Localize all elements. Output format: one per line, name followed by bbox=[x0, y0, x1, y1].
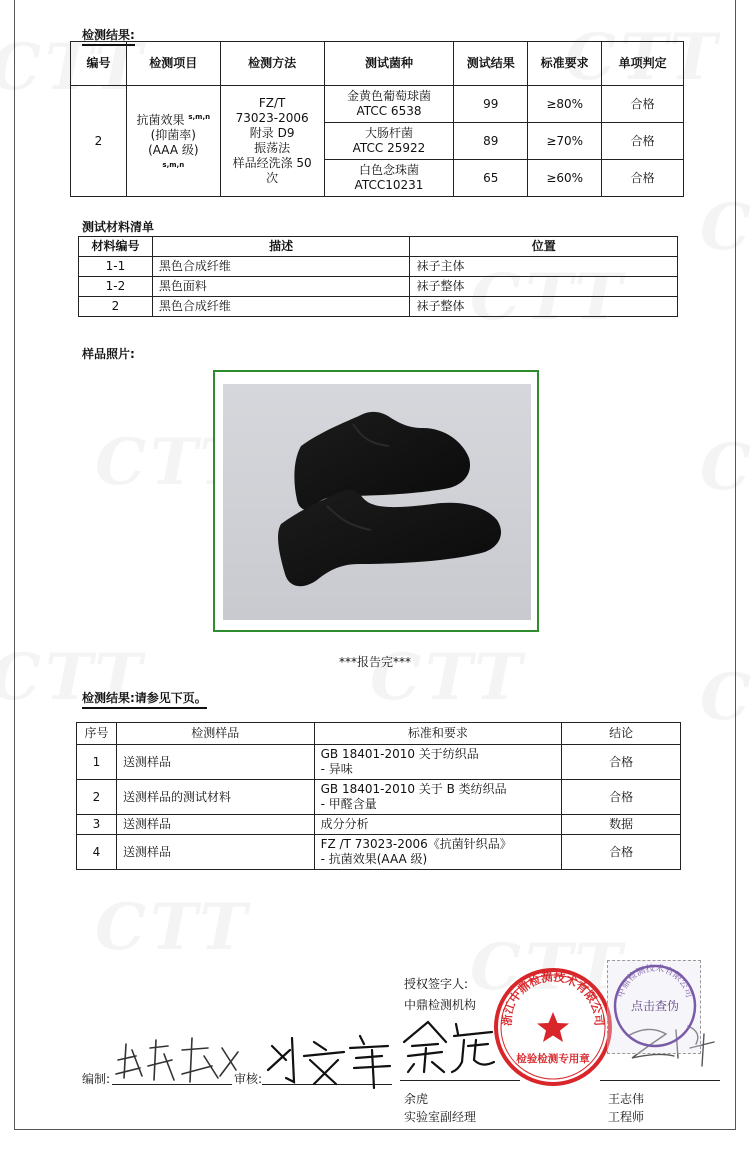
material-position: 袜子主体 bbox=[410, 257, 678, 277]
section-title-materials: 测试材料清单 bbox=[82, 220, 155, 234]
column-header: 序号 bbox=[77, 723, 117, 745]
column-header: 标准和要求 bbox=[314, 723, 562, 745]
column-header: 测试结果 bbox=[454, 42, 528, 86]
column-header: 材料编号 bbox=[79, 237, 153, 257]
requirement-value: ≥80% bbox=[528, 86, 602, 123]
column-header: 检测方法 bbox=[220, 42, 324, 86]
table-row bbox=[79, 277, 678, 297]
material-description: 黑色合成纤维 bbox=[152, 297, 410, 317]
requirement-text: - 抗菌效果(AAA 级) bbox=[320, 852, 428, 866]
organization-name: 中鼎检测机构 bbox=[404, 998, 477, 1012]
signer1-title: 实验室副经理 bbox=[404, 1110, 477, 1124]
material-id: 1-1 bbox=[79, 257, 153, 277]
section-title-photo: 样品照片: bbox=[82, 347, 135, 361]
requirement-value: ≥60% bbox=[528, 160, 602, 197]
authorized-signatory-label: 授权签字人: bbox=[404, 977, 469, 991]
method-line: 次 bbox=[266, 171, 279, 185]
socks-image bbox=[223, 384, 531, 620]
signer2-name: 王志伟 bbox=[608, 1092, 645, 1106]
requirement-value: ≥70% bbox=[528, 123, 602, 160]
strain-code: ATCC10231 bbox=[354, 178, 424, 192]
column-header: 检测项目 bbox=[126, 42, 220, 86]
verify-arc-text: 中鼎检测技术有限公司 bbox=[616, 963, 694, 999]
strain-code: ATCC 25922 bbox=[352, 141, 426, 155]
standard-cell bbox=[314, 780, 562, 815]
conclusion: 合格 bbox=[562, 835, 681, 870]
material-description: 黑色合成纤维 bbox=[152, 257, 410, 277]
reviewer-signature bbox=[262, 1030, 398, 1090]
material-position: 袜子整体 bbox=[410, 277, 678, 297]
table-row bbox=[71, 86, 684, 123]
strain-cell bbox=[324, 86, 454, 123]
material-description: 黑色面料 bbox=[152, 277, 410, 297]
verdict-value: 合格 bbox=[602, 123, 684, 160]
antibacterial-results-table bbox=[70, 41, 684, 197]
table-row bbox=[77, 745, 681, 780]
column-header: 结论 bbox=[562, 723, 681, 745]
sample-photo-frame bbox=[213, 370, 539, 632]
method-cell bbox=[220, 86, 324, 197]
editor-signature bbox=[112, 1030, 242, 1086]
item-name-cell bbox=[126, 86, 220, 197]
strain-name: 白色念珠菌 bbox=[358, 163, 419, 177]
standard-text: FZ /T 73023-2006《抗菌针织品》 bbox=[320, 837, 512, 851]
method-line: 振荡法 bbox=[254, 141, 291, 155]
item-grade-superscript: s,m,n bbox=[162, 160, 185, 169]
item-subtitle: (抑菌率) bbox=[150, 127, 196, 142]
sample-name: 送测样品 bbox=[116, 745, 314, 780]
requirement-text: - 异味 bbox=[320, 762, 353, 776]
stamp-sub-text: 检验检测专用章 bbox=[516, 1053, 590, 1065]
conclusion: 数据 bbox=[562, 815, 681, 835]
materials-table bbox=[78, 236, 678, 317]
column-header: 编号 bbox=[71, 42, 127, 86]
sample-name: 送测样品的测试材料 bbox=[116, 780, 314, 815]
requirement-text: - 甲醛含量 bbox=[320, 797, 377, 811]
verdict-value: 合格 bbox=[602, 86, 684, 123]
sock-top bbox=[294, 412, 470, 510]
signer2-line bbox=[600, 1080, 720, 1081]
strain-code: ATCC 6538 bbox=[356, 104, 422, 118]
editor-label: 编制: bbox=[82, 1072, 111, 1086]
column-header: 检测样品 bbox=[116, 723, 314, 745]
watermark bbox=[95, 890, 251, 965]
table-header-row bbox=[79, 237, 678, 257]
conclusion: 合格 bbox=[562, 745, 681, 780]
table-row bbox=[79, 297, 678, 317]
watermark bbox=[700, 190, 750, 265]
standard-cell bbox=[314, 835, 562, 870]
strain-name: 金黄色葡萄球菌 bbox=[346, 89, 431, 103]
item-number: 2 bbox=[71, 86, 127, 197]
watermark bbox=[370, 640, 526, 715]
sample-photo bbox=[223, 384, 531, 620]
summary-results-table bbox=[76, 722, 681, 870]
material-position: 袜子整体 bbox=[410, 297, 678, 317]
standard-text: 成分分析 bbox=[320, 817, 369, 831]
signer1-name: 余虎 bbox=[404, 1092, 429, 1106]
standard-cell bbox=[314, 745, 562, 780]
row-number: 4 bbox=[77, 835, 117, 870]
strain-cell bbox=[324, 160, 454, 197]
section-title-results: 检测结果: bbox=[82, 26, 135, 46]
section-title-summary: 检测结果:请参见下页。 bbox=[82, 689, 207, 709]
table-row bbox=[77, 780, 681, 815]
result-value: 65 bbox=[454, 160, 528, 197]
standard-cell bbox=[314, 815, 562, 835]
column-header: 位置 bbox=[410, 237, 678, 257]
method-line: FZ/T bbox=[258, 96, 286, 110]
column-header: 描述 bbox=[152, 237, 410, 257]
table-row bbox=[77, 835, 681, 870]
column-header: 标准要求 bbox=[528, 42, 602, 86]
column-header: 测试菌种 bbox=[324, 42, 454, 86]
star-icon bbox=[537, 1012, 569, 1042]
official-stamp bbox=[492, 966, 614, 1088]
strain-cell bbox=[324, 123, 454, 160]
table-row bbox=[77, 815, 681, 835]
verify-stamp bbox=[612, 963, 698, 1049]
reviewer-label: 审核: bbox=[234, 1072, 263, 1086]
sample-name: 送测样品 bbox=[116, 815, 314, 835]
watermark bbox=[700, 660, 750, 735]
row-number: 3 bbox=[77, 815, 117, 835]
verify-label[interactable]: 点击查伪 bbox=[630, 999, 680, 1013]
method-line: 附录 D9 bbox=[249, 126, 295, 140]
row-number: 1 bbox=[77, 745, 117, 780]
method-line: 样品经洗涤 50 bbox=[232, 156, 312, 170]
item-grade: (AAA 级) bbox=[148, 142, 199, 157]
standard-text: GB 18401-2010 关于 B 类纺织品 bbox=[320, 782, 507, 796]
table-row bbox=[79, 257, 678, 277]
signer2-title: 工程师 bbox=[608, 1110, 645, 1124]
verdict-value: 合格 bbox=[602, 160, 684, 197]
signer1-signature bbox=[398, 1012, 498, 1076]
result-value: 99 bbox=[454, 86, 528, 123]
item-name-superscript: s,m,n bbox=[188, 112, 211, 121]
row-number: 2 bbox=[77, 780, 117, 815]
standard-text: GB 18401-2010 关于纺织品 bbox=[320, 747, 479, 761]
material-id: 2 bbox=[79, 297, 153, 317]
item-name: 抗菌效果 bbox=[136, 112, 185, 127]
material-id: 1-2 bbox=[79, 277, 153, 297]
table-header-row bbox=[71, 42, 684, 86]
report-end-marker: ***报告完*** bbox=[338, 655, 411, 669]
table-header-row bbox=[77, 723, 681, 745]
column-header: 单项判定 bbox=[602, 42, 684, 86]
strain-name: 大肠杆菌 bbox=[364, 126, 413, 140]
conclusion: 合格 bbox=[562, 780, 681, 815]
result-value: 89 bbox=[454, 123, 528, 160]
sample-name: 送测样品 bbox=[116, 835, 314, 870]
watermark bbox=[700, 430, 750, 505]
method-line: 73023-2006 bbox=[235, 111, 309, 125]
stamp-arc-text: 浙江中鼎检测技术有限公司 bbox=[499, 969, 607, 1027]
